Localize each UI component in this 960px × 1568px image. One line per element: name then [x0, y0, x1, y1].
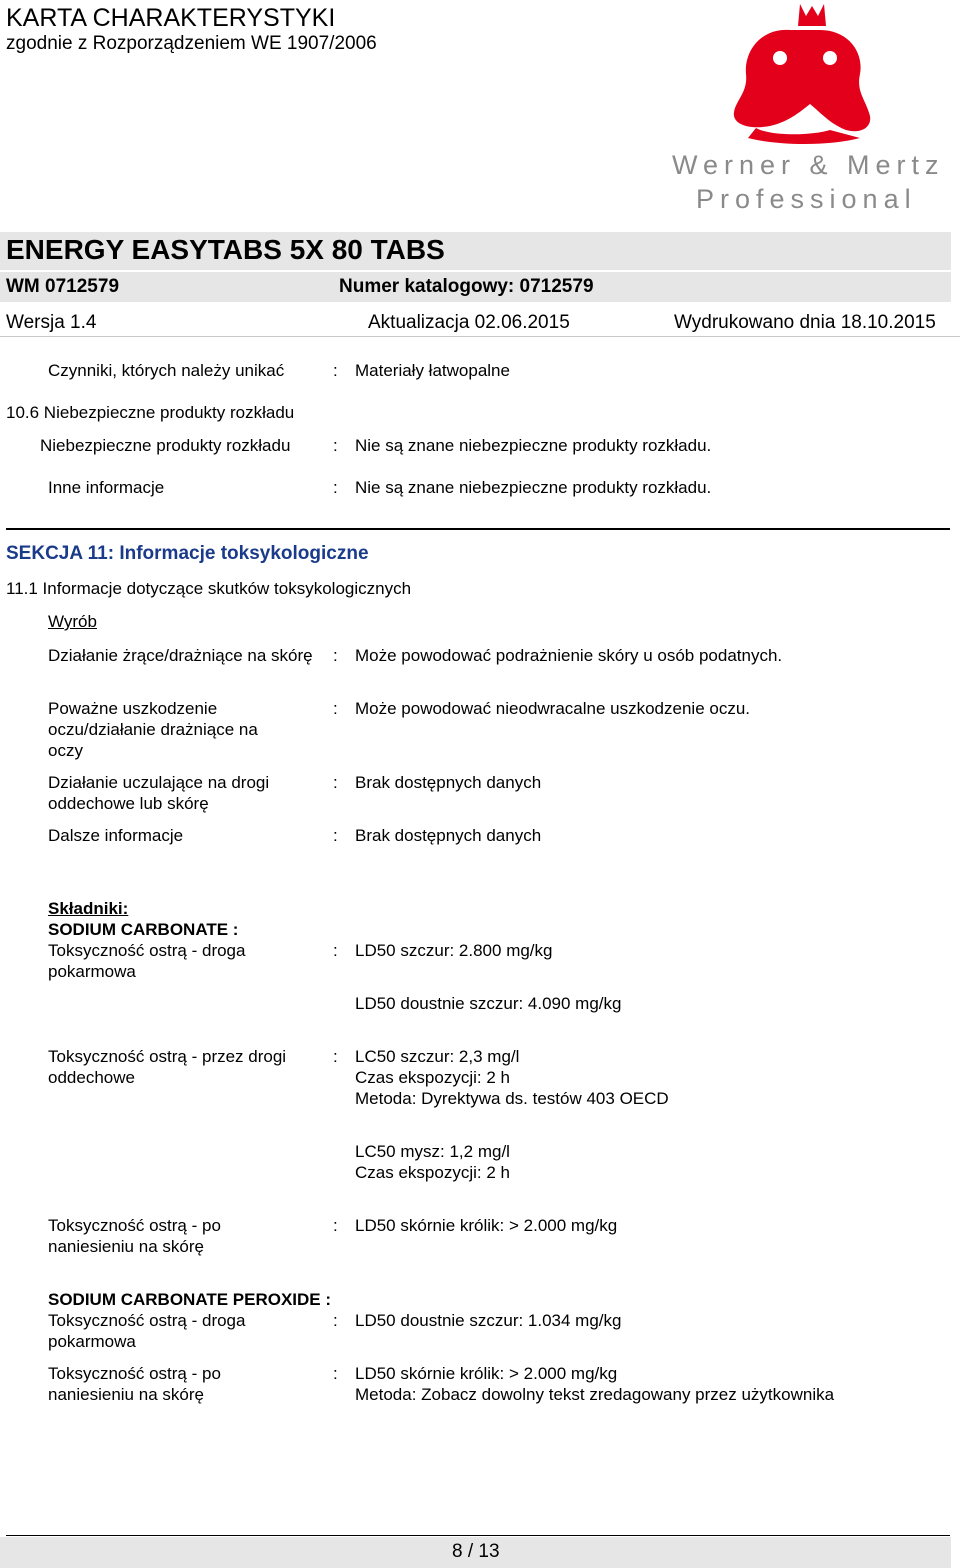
- colon: :: [333, 699, 338, 718]
- colon: :: [333, 1047, 338, 1066]
- acute-inhalation-value: LC50 szczur: 2,3 mg/l: [355, 1047, 520, 1066]
- colon: :: [333, 361, 338, 380]
- further-info-label: Dalsze informacje: [48, 826, 184, 845]
- further-info-value: Brak dostępnych danych: [355, 826, 542, 845]
- hazard-products-label: Niebezpieczne produkty rozkładu: [40, 436, 291, 455]
- colon: :: [333, 436, 338, 455]
- colon: :: [333, 478, 338, 497]
- acute-inhalation-value: LC50 mysz: 1,2 mg/l: [355, 1142, 510, 1161]
- product-wm-number: WM 0712579: [6, 276, 120, 297]
- footer-divider: [6, 1535, 950, 1536]
- version: Wersja 1.4: [6, 312, 97, 333]
- logo-text-brand: Werner & Mertz: [672, 150, 945, 180]
- hazard-products-value: Nie są znane niebezpieczne produkty rozkładu.: [355, 436, 712, 455]
- other-info-label: Inne informacje: [48, 478, 165, 497]
- sensitization-value: Brak dostępnych danych: [355, 773, 542, 792]
- update-date: Aktualizacja 02.06.2015: [368, 312, 570, 333]
- acute-oral-value: LD50 szczur: 2.800 mg/kg: [355, 941, 553, 960]
- acute-oral-value: LD50 doustnie szczur: 4.090 mg/kg: [355, 994, 622, 1013]
- colon: :: [333, 941, 338, 960]
- ingredient-name: SODIUM CARBONATE :: [48, 920, 239, 939]
- colon: :: [333, 826, 338, 845]
- catalog-number: Numer katalogowy: 0712579: [339, 276, 594, 297]
- acute-inhalation-label: Toksyczność ostrą - przez drogi oddechowe: [48, 1047, 287, 1087]
- colon: :: [333, 773, 338, 792]
- acute-oral-value: LD50 doustnie szczur: 1.034 mg/kg: [355, 1311, 622, 1330]
- acute-oral-label: Toksyczność ostrą - droga pokarmowa: [48, 941, 246, 981]
- avoid-label: Czynniki, których należy unikać: [48, 361, 285, 380]
- logo-text-professional: Professional: [696, 184, 917, 214]
- other-info-value: Nie są znane niebezpieczne produkty rozkładu.: [355, 478, 712, 497]
- exposure-time: Czas ekspozycji: 2 h: [355, 1068, 510, 1087]
- section-11-heading: SEKCJA 11: Informacje toksykologiczne: [6, 543, 369, 564]
- document-title: KARTA CHARAKTERYSTYKI: [6, 4, 336, 32]
- colon: :: [333, 1216, 338, 1235]
- section-divider: [6, 528, 950, 530]
- subsection-10-6-heading: 10.6 Niebezpieczne produkty rozkładu: [6, 403, 295, 422]
- acute-dermal-value: LD50 skórnie królik: > 2.000 mg/kg: [355, 1364, 618, 1383]
- acute-oral-label: Toksyczność ostrą - droga pokarmowa: [48, 1311, 246, 1351]
- ingredient-name: SODIUM CARBONATE PEROXIDE :: [48, 1290, 332, 1309]
- subsection-11-1-heading: 11.1 Informacje dotyczące skutków toksykologicznych: [6, 579, 412, 598]
- frog-logo-icon: [660, 0, 960, 215]
- page-number: 8 / 13: [452, 1541, 500, 1562]
- exposure-time: Czas ekspozycji: 2 h: [355, 1163, 510, 1182]
- skin-corrosion-label: Działanie żrące/drażniące na skórę: [48, 646, 313, 665]
- ingredients-heading: Składniki:: [48, 899, 129, 918]
- avoid-value: Materiały łatwopalne: [355, 361, 510, 380]
- skin-corrosion-value: Może powodować podrażnienie skóry u osób podatnych.: [355, 646, 783, 665]
- product-name: ENERGY EASYTABS 5X 80 TABS: [6, 234, 445, 265]
- colon: :: [333, 646, 338, 665]
- acute-dermal-label: Toksyczność ostrą - po naniesieniu na skórę: [48, 1216, 221, 1256]
- colon: :: [333, 1311, 338, 1330]
- acute-dermal-label: Toksyczność ostrą - po naniesieniu na skórę: [48, 1364, 221, 1404]
- sensitization-label: Działanie uczulające na drogi oddechowe lub skórę: [48, 773, 270, 813]
- test-method: Metoda: Zobacz dowolny tekst zredagowany przez użytkownika: [355, 1385, 835, 1404]
- product-heading: Wyrób: [48, 612, 97, 631]
- acute-dermal-value: LD50 skórnie królik: > 2.000 mg/kg: [355, 1216, 618, 1235]
- eye-damage-label: Poważne uszkodzenie oczu/działanie drażniące na oczy: [48, 699, 258, 760]
- colon: :: [333, 1364, 338, 1383]
- document-subtitle: zgodnie z Rozporządzeniem WE 1907/2006: [6, 33, 377, 54]
- eye-damage-value: Może powodować nieodwracalne uszkodzenie oczu.: [355, 699, 751, 718]
- print-date: Wydrukowano dnia 18.10.2015: [674, 312, 936, 333]
- test-method: Metoda: Dyrektywa ds. testów 403 OECD: [355, 1089, 669, 1108]
